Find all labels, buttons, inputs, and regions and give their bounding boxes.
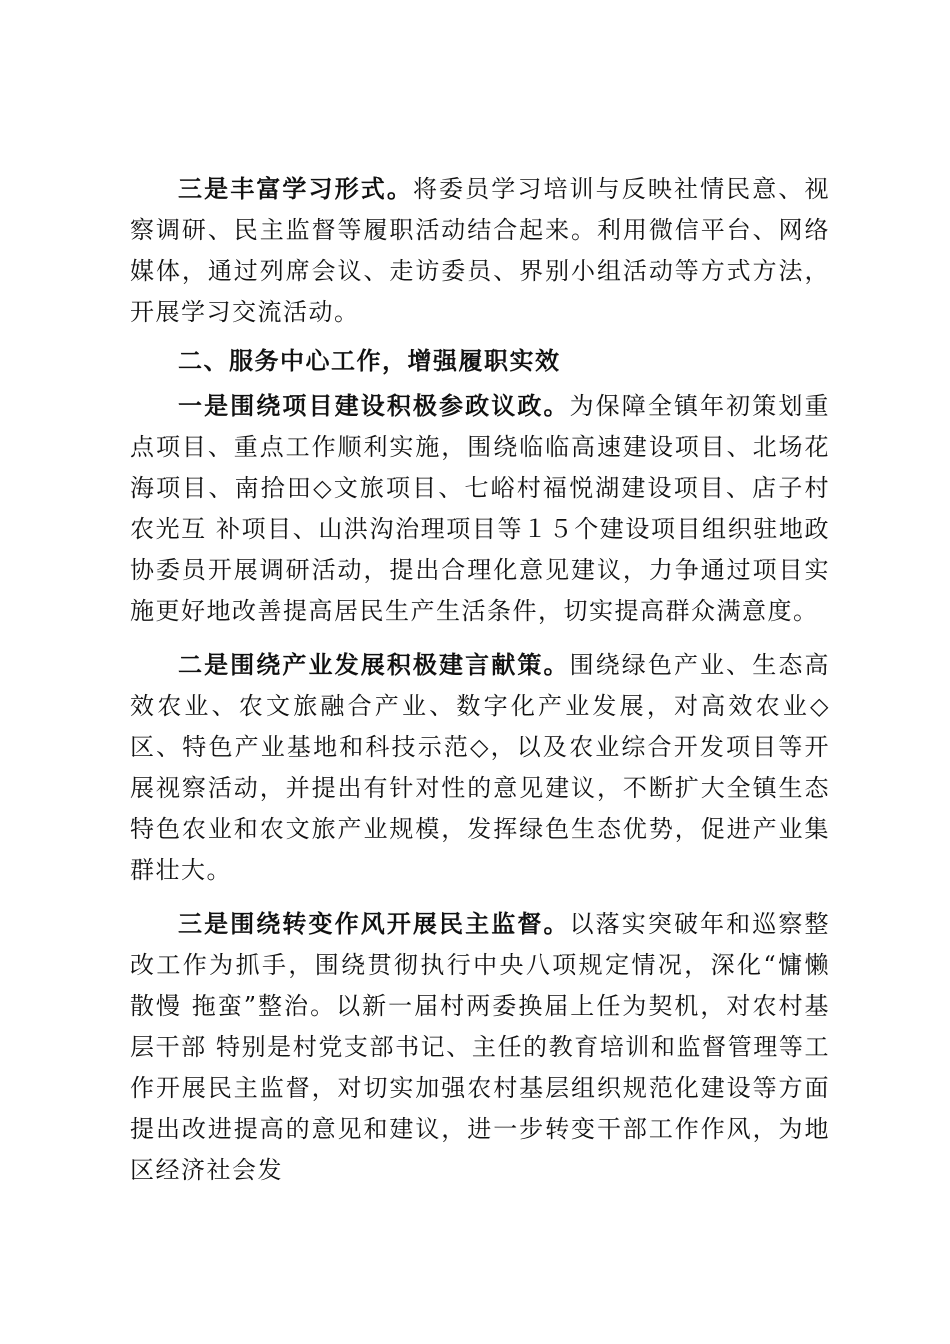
paragraph-body: 围绕绿色产业、生态高效农业、农文旅融合产业、数字化产业发展，对高效农业◇区、特色产业基地和科技示范◇，以及农业综合开发项目等开展视察活动，并提出有针对性的意见建议，不断扩大全镇生态特色农业和农文旅产业规模，发挥绿色生态优势，促进产业集群壮大。 [130, 651, 830, 884]
document-body [130, 168, 830, 1191]
paragraph-body: 将委员学习培训与反映社情民意、视察调研、民主监督等履职活动结合起来。利用微信平台、网络媒体，通过列席会议、走访委员、界别小组活动等方式方法，开展学习交流活动。 [130, 175, 830, 326]
paragraph-gap [130, 891, 830, 903]
paragraph-body: 为保障全镇年初策划重点项目、重点工作顺利实施，围绕临临高速建设项目、北场花海项目、南拾田◇文旅项目、七峪村福悦湖建设项目、店子村农光互 补项目、山洪沟治理项目等１５个建设项目组织驻地政协委员开展调研活动，提出合理化意见建议，力争通过项目实施更好地改善提高居民生产生活条件，切实提高群众满意度。 [130, 392, 830, 625]
paragraph-study-forms [130, 168, 830, 333]
paragraph-industry-development [130, 644, 830, 891]
paragraph-lead: 三是围绕转变作风开展民主监督。 [178, 909, 570, 938]
section-heading: 二、服务中心工作，增强履职实效 [178, 347, 561, 375]
paragraph-lead: 三是丰富学习形式。 [178, 174, 413, 203]
paragraph-lead: 二是围绕产业发展积极建言献策。 [178, 650, 570, 679]
paragraph-democratic-supervision [130, 903, 830, 1191]
paragraph-lead: 一是围绕项目建设积极参政议政。 [178, 391, 570, 420]
paragraph-body: 以落实突破年和巡察整改工作为抓手，围绕贯彻执行中央八项规定情况，深化“慵懒散慢 拖蛮”整治。以新一届村两委换届上任为契机，对农村基层干部 特别是村党支部书记、主任的教育培训和监督管理等工作开展民主监督，对切实加强农村基层组织规范化建设等方面提出改进提高的意见和建议，进一步转变干部工作作风，为地区经济社会发 [130, 910, 830, 1184]
paragraph-project-construction [130, 385, 830, 632]
paragraph-gap [130, 632, 830, 644]
